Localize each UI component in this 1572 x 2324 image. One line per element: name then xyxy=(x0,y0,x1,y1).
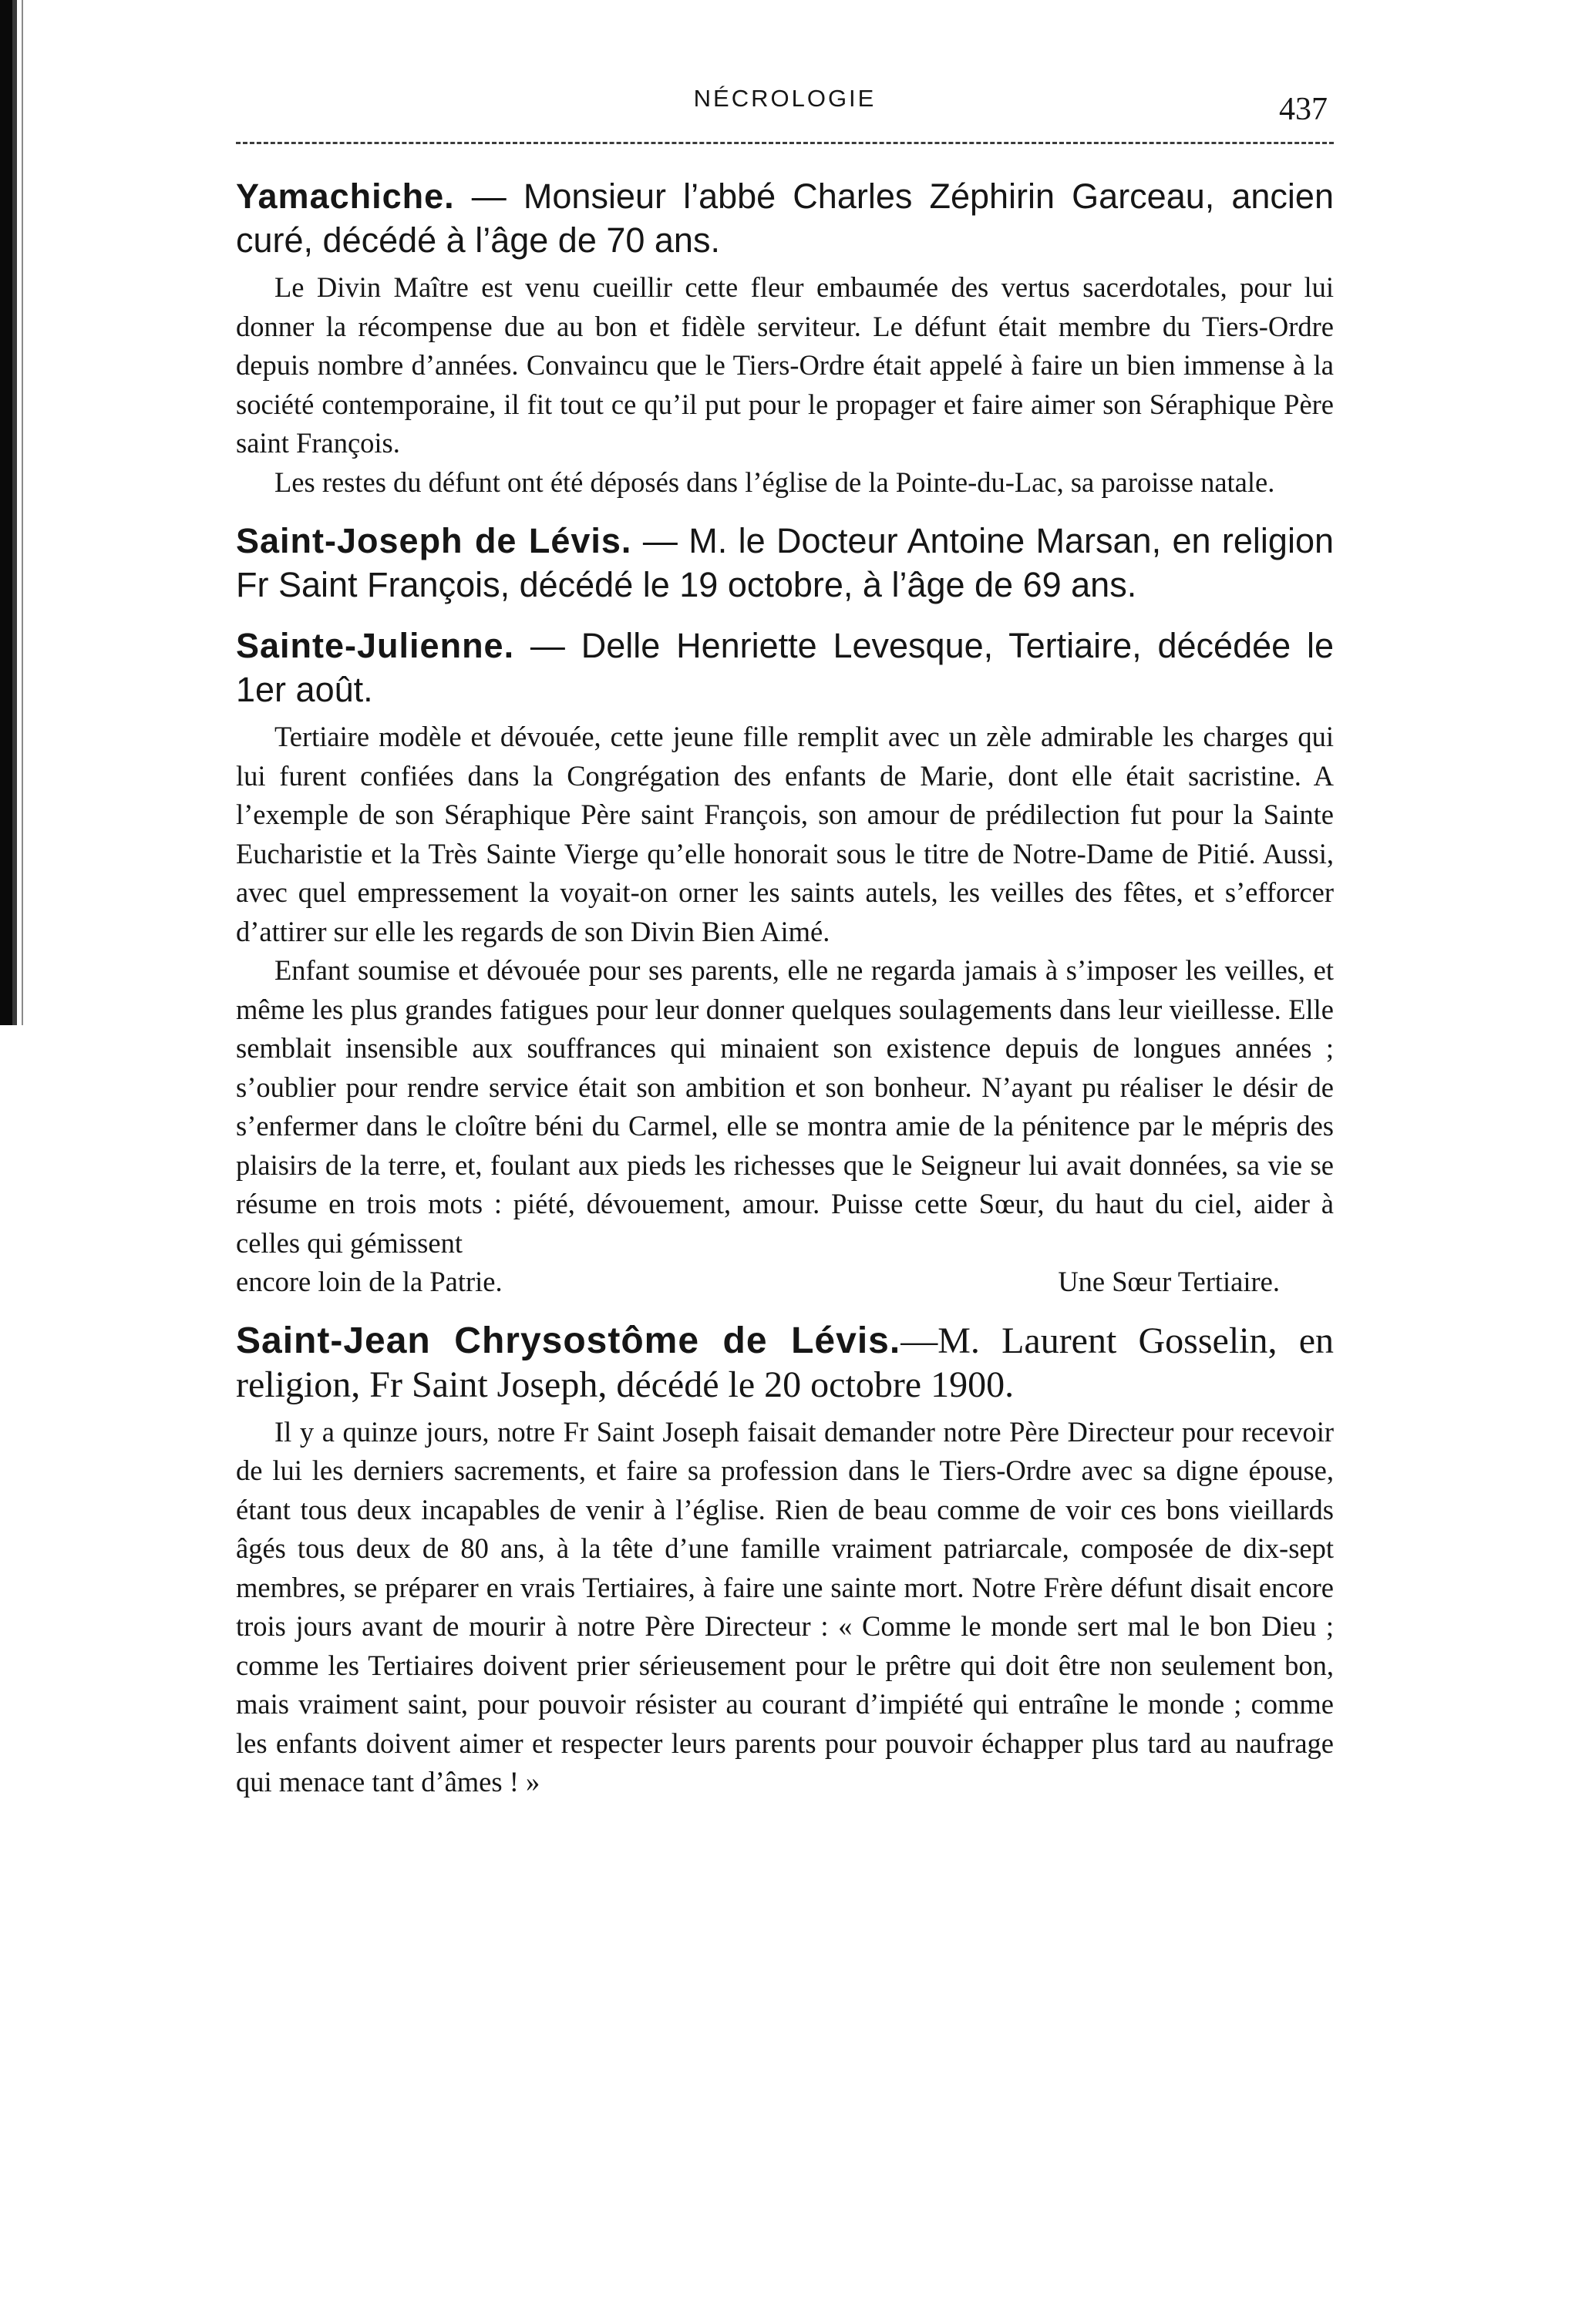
signature-line xyxy=(236,1263,1334,1302)
closing-line: encore loin de la Patrie. xyxy=(236,1266,503,1297)
entry-heading-text: — Monsieur l’abbé Charles Zéphirin Garceau, ancien curé, décédé à l’âge de 70 ans. xyxy=(236,177,1334,260)
entry-heading xyxy=(236,624,1334,711)
book-page xyxy=(236,74,1334,1802)
obituary-entry-saint-jean-chrysostome xyxy=(236,1319,1334,1802)
book-binding-edge xyxy=(0,0,26,1025)
entry-heading-text: — M. le Docteur Antoine Marsan, en religion Fr Saint François, décédé le 19 octobre, à l’âge de 69 ans. xyxy=(236,521,1335,604)
entry-place: Yamachiche. xyxy=(236,177,455,216)
page-header xyxy=(236,74,1334,136)
entry-paragraph: Enfant soumise et dévouée pour ses parents, elle ne regarda jamais à s’imposer les veilles, et même les plus grandes fatigues pour leur donner quelques soulagements dans leur vieillesse. Elle semblait insensible aux souffrances qui minaient son existence depuis de longues années ; s’oublier pour rendre service était son ambition et son bonheur. N’ayant pu réaliser le désir de s’enfermer dans le cloître béni du Carmel, elle se montra amie de la pénitence par le mépris des plaisirs de la terre, et, foulant aux pieds les richesses que le Seigneur lui avait données, sa vie se résume en trois mots : piété, dévouement, amour. Puisse cette Sœur, du haut du ciel, aider à celles qui gémissent xyxy=(236,954,1334,1259)
entry-place: Saint-Jean Chrysostôme de Lévis. xyxy=(236,1320,901,1361)
entry-paragraph: Les restes du défunt ont été déposés dans l’église de la Pointe-du-Lac, sa paroisse natale. xyxy=(274,466,1275,498)
entry-heading xyxy=(236,174,1334,262)
entry-paragraph: Le Divin Maître est venu cueillir cette fleur embaumée des vertus sacerdotales, pour lui donner la récompense due au bon et fidèle serviteur. Le défunt était membre du Tiers-Ordre depuis nombre d’années. Convaincu que le Tiers-Ordre était appelé à faire un bien immense à la société contemporaine, il fit tout ce qu’il put pour le propager et faire aimer son Séraphique Père saint François. xyxy=(236,271,1334,459)
entry-heading xyxy=(236,519,1334,607)
signature: Une Sœur Tertiaire. xyxy=(1058,1266,1280,1297)
obituary-entry-sainte-julienne xyxy=(236,624,1334,1302)
entry-heading xyxy=(236,1319,1334,1407)
header-rule xyxy=(236,142,1334,144)
entry-paragraph: Il y a quinze jours, notre Fr Saint Joseph faisait demander notre Père Directeur pour recevoir de lui les derniers sacrements, et faire sa profession dans le Tiers-Ordre avec sa digne épouse, étant tous deux incapables de venir à l’église. Rien de beau comme de voir ces bons vieillards âgés tous deux de 80 ans, à la tête d’une famille vraiment patriarcale, composée de dix-sept membres, se préparer en vrais Tertiaires, à faire une sainte mort. Notre Frère défunt disait encore trois jours avant de mourir à notre Père Directeur : « Comme le monde sert mal le bon Dieu ; comme les Tertiaires doivent prier sérieusement pour le prêtre qui doit être non seulement bon, mais vraiment saint, pour pouvoir résister au courant d’impiété qui entraîne le monde ; comme les enfants doivent aimer et respecter leurs parents pour pouvoir échapper plus tard au naufrage qui menace tant d’âmes ! » xyxy=(236,1415,1334,1798)
entry-heading-text: — Delle Henriette Levesque, Tertiaire, décédée le 1er août. xyxy=(236,626,1334,709)
entry-paragraph: Tertiaire modèle et dévouée, cette jeune fille remplit avec un zèle admirable les charges qui lui furent confiées dans la Congrégation des enfants de Marie, dont elle était sacristine. A l’exemple de son Séraphique Père saint François, son amour de prédilection fut pour la Sainte Eucharistie et la Très Sainte Vierge qu’elle honorait sous le titre de Notre-Dame de Pitié. Aussi, avec quel empressement la voyait-on orner les saints autels, les veilles des fêtes, et s’efforcer d’attirer sur elle les regards de son Divin Bien Aimé. xyxy=(236,721,1334,947)
entry-heading-text: —M. Laurent Gosselin, en religion, Fr Saint Joseph, décédé le 20 octobre 1900. xyxy=(236,1320,1335,1405)
entry-place: Saint-Joseph de Lévis. xyxy=(236,521,632,560)
obituary-entry-saint-joseph-de-levis xyxy=(236,519,1334,607)
page-number: 437 xyxy=(1279,92,1328,127)
running-head: NÉCROLOGIE xyxy=(693,85,877,112)
page-content xyxy=(236,136,1334,1802)
obituary-entry-yamachiche xyxy=(236,174,1334,502)
entry-place: Sainte-Julienne. xyxy=(236,626,515,665)
